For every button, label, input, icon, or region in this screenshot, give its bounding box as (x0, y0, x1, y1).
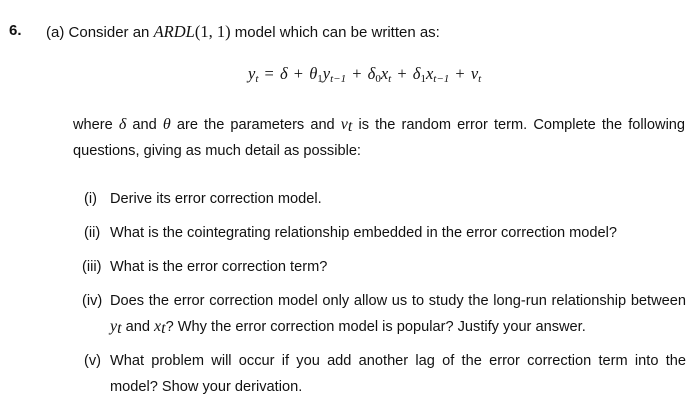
eq-theta: θ (309, 64, 318, 83)
eq-plus-4: + (455, 64, 465, 83)
eq-lhs-sub: t (255, 73, 259, 85)
model-equation (248, 64, 481, 84)
item-label: (i) (84, 191, 97, 207)
item-sym-y-sub: t (117, 320, 122, 337)
sub-question-i (84, 186, 686, 212)
eq-delta1: δ (412, 64, 421, 83)
eq-delta1-sub: 1 (420, 73, 426, 85)
model-name-text: ARDL (153, 22, 195, 41)
sub-question-v (84, 348, 686, 400)
part-label: (a) (46, 24, 65, 41)
eq-y: y (322, 64, 331, 83)
eq-x-lag: x (425, 64, 434, 83)
item-text: What is the error correction term? (110, 259, 328, 275)
item-text: What is the cointegrating relationship embedded in the error correction model? (110, 225, 618, 241)
intro-after: model which can be written as: (234, 24, 440, 41)
eq-y-sub: t−1 (330, 73, 347, 85)
eq-plus-2: + (352, 64, 362, 83)
intro-before: Consider an (68, 24, 150, 41)
where-w1: where (73, 117, 113, 133)
eq-equals: = (264, 64, 274, 83)
item-sym-y: y (110, 318, 118, 335)
item-label: (iii) (82, 259, 102, 275)
item-text-b: and (125, 319, 150, 335)
where-delta: δ (118, 116, 127, 133)
where-theta: θ (162, 116, 171, 133)
where-paragraph (73, 112, 685, 164)
sub-question-iv (84, 288, 686, 340)
eq-x-lag-sub: t−1 (433, 73, 450, 85)
eq-v-sub: t (478, 73, 482, 85)
item-text-a: Does the error correction model only allow us to study the long-run relationship between (110, 293, 686, 309)
where-w2: and (132, 117, 157, 133)
sub-questions (84, 186, 686, 408)
where-v: v (340, 116, 348, 133)
item-label: (iv) (82, 293, 103, 309)
item-label: (v) (84, 353, 102, 369)
eq-delta0: δ (367, 64, 376, 83)
item-sym-x: x (154, 318, 162, 335)
question-number: 6. (9, 22, 22, 39)
eq-lhs: y (248, 64, 256, 83)
item-text: What problem will occur if you add another lag of the error correction term into the model? Show your derivation. (110, 353, 686, 395)
eq-x: x (380, 64, 389, 83)
item-text-c: ? Why the error correction model is popular? Justify your answer. (165, 319, 586, 335)
item-text: Derive its error correction model. (110, 191, 322, 207)
item-label: (ii) (84, 225, 101, 241)
eq-plus-1: + (293, 64, 304, 83)
where-w3: are the parameters and (176, 117, 335, 133)
question-intro (46, 22, 440, 42)
sub-question-iii (84, 254, 686, 280)
where-v-sub: t (347, 118, 353, 135)
eq-x-sub: t (388, 73, 392, 85)
eq-v: v (470, 64, 479, 83)
eq-delta0-sub: 0 (375, 73, 381, 85)
eq-delta: δ (279, 64, 288, 83)
model-args: (1, 1) (194, 22, 231, 41)
sub-question-ii (84, 220, 686, 246)
eq-theta-sub: 1 (317, 73, 323, 85)
item-sym-x-sub: t (161, 320, 166, 337)
eq-plus-3: + (397, 64, 407, 83)
where-w4: is the random error term. Complete the following questions, giving as much detail as possible: (73, 117, 686, 159)
model-name (154, 22, 231, 41)
